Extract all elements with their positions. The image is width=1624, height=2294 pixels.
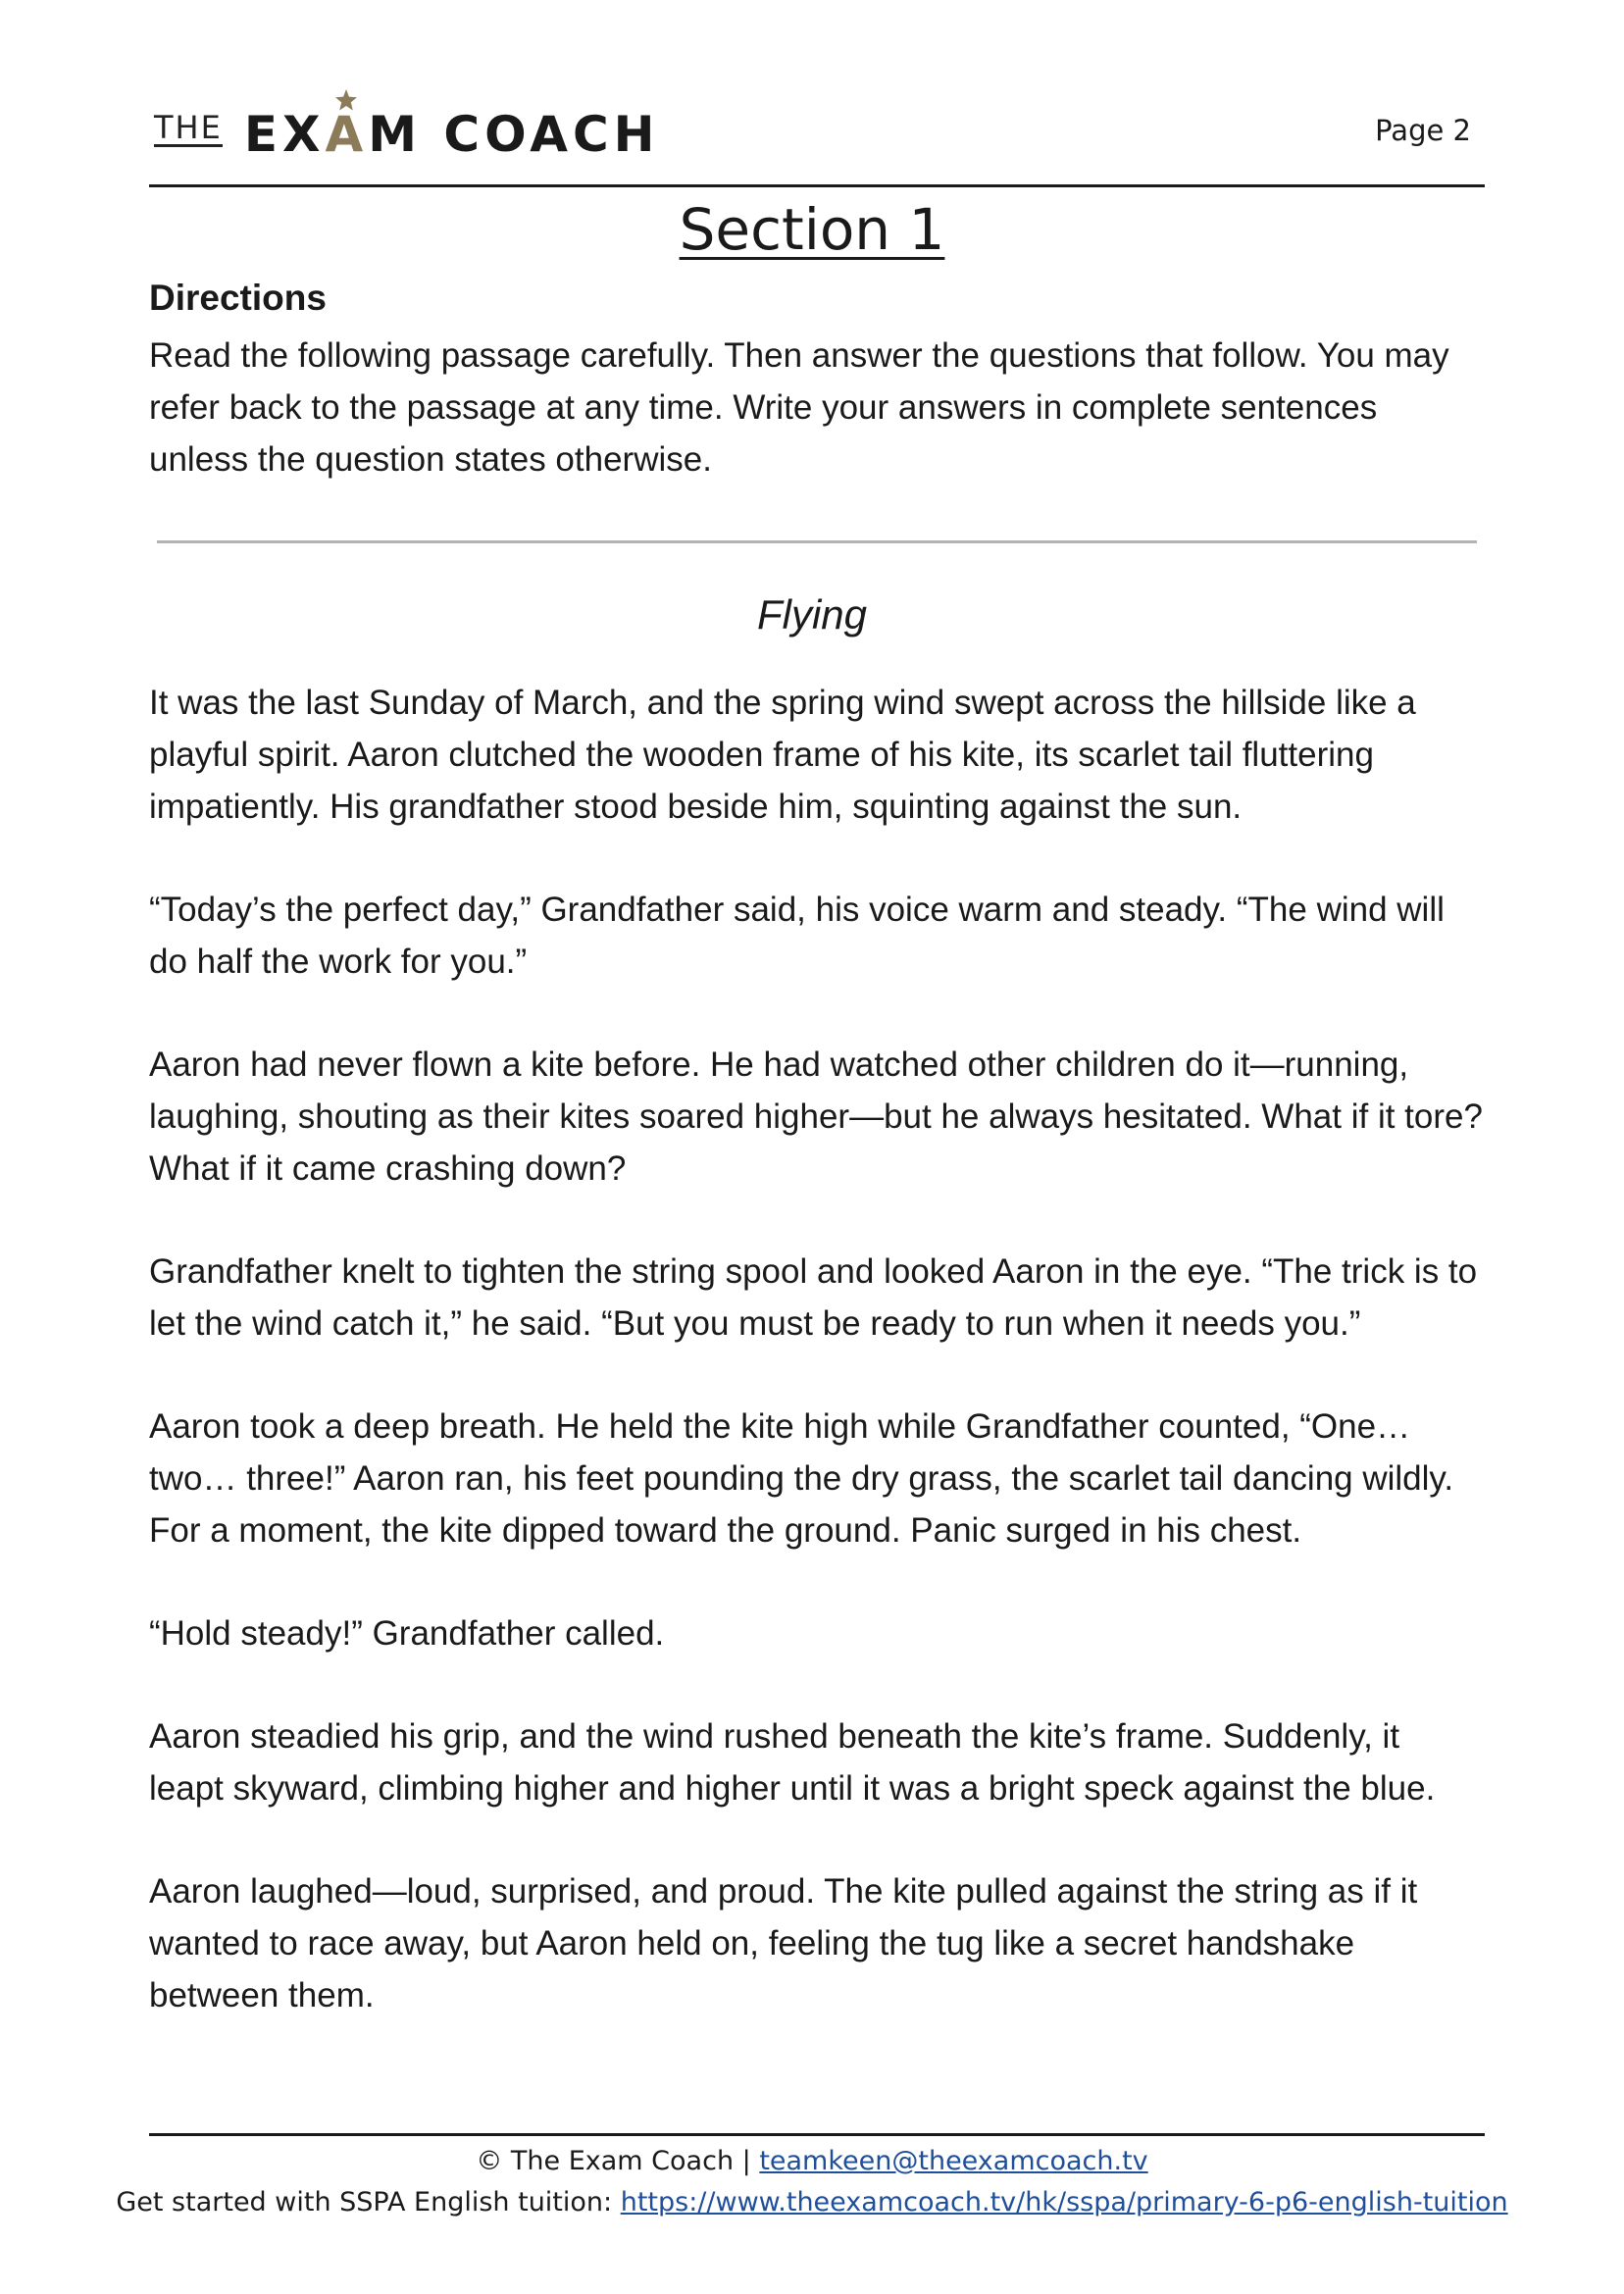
logo-the: THE	[154, 109, 223, 146]
story-title: Flying	[756, 591, 868, 637]
footer-copyright: © The Exam Coach |	[476, 2146, 760, 2176]
footer-email-link[interactable]: teamkeen@theexamcoach.tv	[759, 2146, 1148, 2176]
footer-tuition-link[interactable]: https://www.theexamcoach.tv/hk/sspa/primary-6-p6-english-tuition	[620, 2187, 1508, 2218]
story-passage	[149, 677, 1483, 2072]
footer-rule	[149, 2133, 1485, 2136]
footer-tuition-label: Get started with SSPA English tuition:	[116, 2187, 621, 2218]
page-number: Page 2	[1375, 114, 1471, 147]
footer-copyright-line	[0, 2141, 1624, 2182]
logo-rest: M COACH	[368, 106, 660, 163]
section-divider	[157, 540, 1477, 543]
story-paragraph: Grandfather knelt to tighten the string spool and looked Aaron in the eye. “The trick is to let the wind catch it,” he said. “But you must be ready to run when it needs you.”	[149, 1252, 1478, 1343]
directions-block	[149, 273, 1483, 485]
page-header	[149, 94, 1485, 186]
header-rule	[149, 184, 1485, 187]
logo-a: A	[325, 106, 369, 163]
story-paragraph: “Hold steady!” Grandfather called.	[149, 1614, 665, 1653]
story-paragraph: Aaron took a deep breath. He held the kite high while Grandfather counted, “One… two… three!” Aaron ran, his feet pounding the dry grass, the scarlet tail dancing wildly. For a moment, the kite dipped toward the ground. Panic surged in his chest.	[149, 1407, 1454, 1550]
section-title: Section 1	[679, 196, 945, 263]
footer-tuition-line	[0, 2182, 1624, 2223]
directions-heading: Directions	[149, 278, 327, 318]
directions-text: Read the following passage carefully. Then answer the questions that follow. You may refer back to the passage at any time. Write your answers in complete sentences unless the question states otherwise.	[149, 336, 1449, 479]
story-paragraph: Aaron steadied his grip, and the wind rushed beneath the kite’s frame. Suddenly, it leapt skyward, climbing higher and higher until it was a bright speck against the blue.	[149, 1717, 1436, 1808]
logo-a-with-star	[325, 106, 369, 163]
story-paragraph: “Today’s the perfect day,” Grandfather said, his voice warm and steady. “The wind will do half the work for you.”	[149, 891, 1445, 981]
star-icon	[334, 88, 358, 112]
story-paragraph: Aaron laughed—loud, surprised, and proud. The kite pulled against the string as if it wanted to race away, but Aaron held on, feeling the tug like a secret handshake between them.	[149, 1872, 1418, 2014]
logo-wordmark	[243, 106, 660, 163]
story-paragraph: It was the last Sunday of March, and the spring wind swept across the hillside like a playful spirit. Aaron clutched the wooden frame of his kite, its scarlet tail fluttering impatiently. His grandfather stood beside him, squinting against the sun.	[149, 684, 1416, 826]
logo-ex: EX	[243, 106, 326, 163]
page-footer	[0, 2141, 1624, 2223]
story-paragraph: Aaron had never flown a kite before. He had watched other children do it—running, laughing, shouting as their kites soared higher—but he always hesitated. What if it tore? What if it came crashing down?	[149, 1045, 1483, 1188]
brand-logo	[154, 100, 660, 163]
